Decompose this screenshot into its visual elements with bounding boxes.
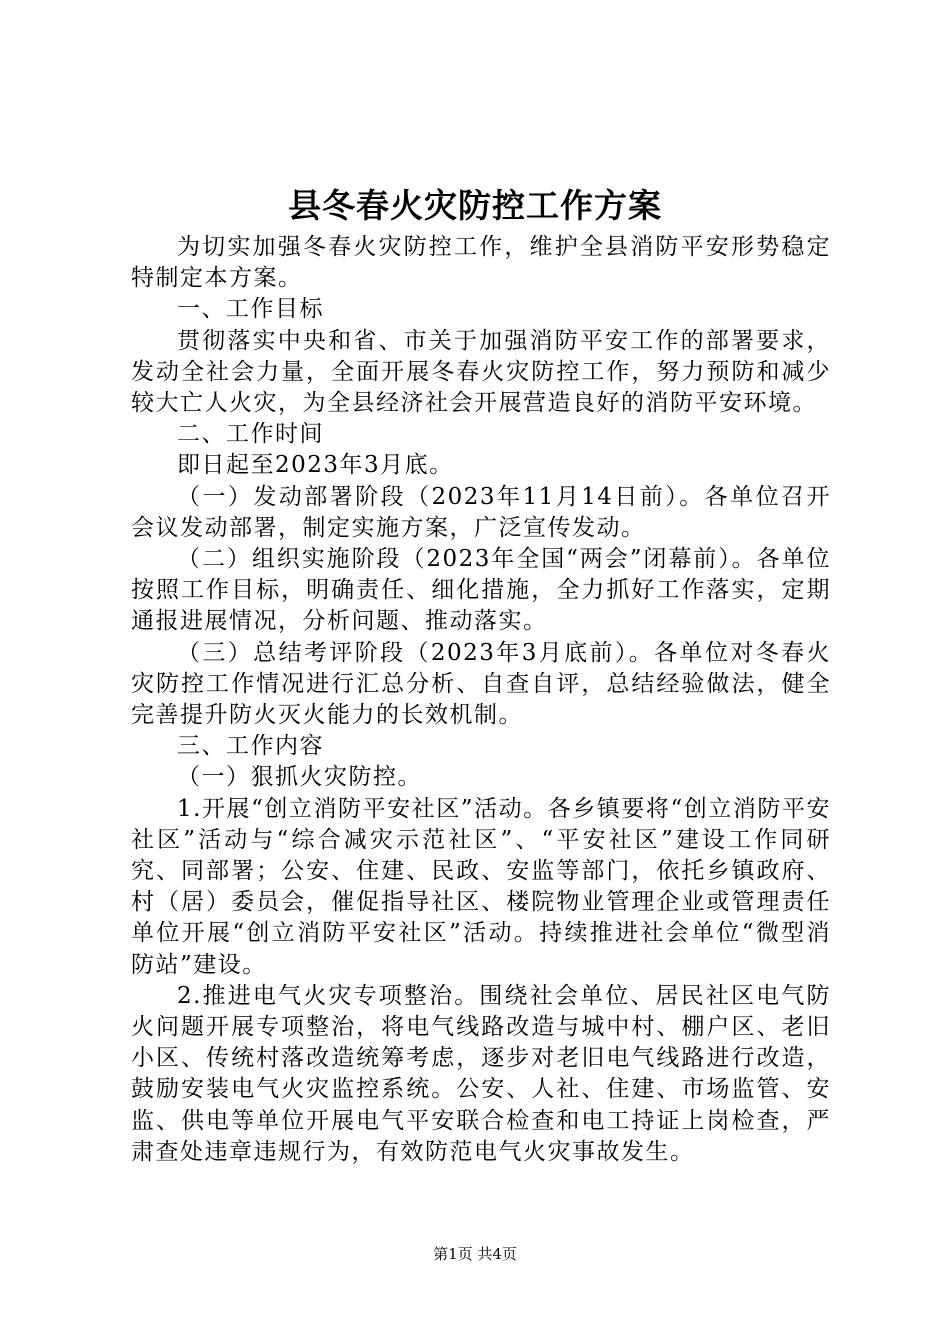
document-body <box>131 232 831 1168</box>
paragraph-phase-3: （三）总结考评阶段（2023年3月底前）。各单位对冬春火灾防控工作情况进行汇总分析、自查自评，总结经验做法，健全完善提升防火灭火能力的长效机制。 <box>131 639 831 729</box>
heading-goal: 一、工作目标 <box>177 296 324 323</box>
heading-time: 二、工作时间 <box>177 421 324 448</box>
paragraph-intro: 为切实加强冬春火灾防控工作，维护全县消防平安形势稳定特制定本方案。 <box>131 234 831 292</box>
paragraph-item-1: 1.开展“创立消防平安社区”活动。各乡镇要将“创立消防平安社区”活动与“综合减灾示范社区”、“平安社区”建设工作同研究、同部署；公安、住建、民政、安监等部门，依托乡镇政府、村（居）委员会，催促指导社区、楼院物业管理企业或管理责任单位开展“创立消防平安社区”活动。持续推进社会单位“微型消防站”建设。 <box>131 795 831 978</box>
page-footer: 第1页 共4页 <box>433 1245 517 1263</box>
paragraph-phase-2: （二）组织实施阶段（2023年全国“两会”闭幕前）。各单位按照工作目标，明确责任、细化措施，全力抓好工作落实，定期通报进展情况，分析问题、推动落实。 <box>131 546 831 635</box>
subheading-fire-control: （一）狠抓火灾防控。 <box>177 764 422 791</box>
paragraph-phase-1: （一）发动部署阶段（2023年11月14日前）。各单位召开会议发动部署，制定实施方案，广泛宣传发动。 <box>131 483 831 541</box>
paragraph-time: 即日起至2023年3月底。 <box>177 452 454 479</box>
heading-content: 三、工作内容 <box>177 733 324 760</box>
document-title: 县冬春火灾防控工作方案 <box>288 186 662 225</box>
paragraph-item-2: 2.推进电气火灾专项整治。围绕社会单位、居民社区电气防火问题开展专项整治，将电气线路改造与城中村、棚户区、老旧小区、传统村落改造统筹考虑，逐步对老旧电气线路进行改造，鼓励安装电气火灾监控系统。公安、人社、住建、市场监管、安监、供电等单位开展电气平安联合检查和电工持证上岗检查，严肃查处违章违规行为，有效防范电气火灾事故发生。 <box>131 982 831 1165</box>
paragraph-goal: 贯彻落实中央和省、市关于加强消防平安工作的部署要求，发动全社会力量，全面开展冬春火灾防控工作，努力预防和减少较大亡人火灾，为全县经济社会开展营造良好的消防平安环境。 <box>131 327 831 417</box>
